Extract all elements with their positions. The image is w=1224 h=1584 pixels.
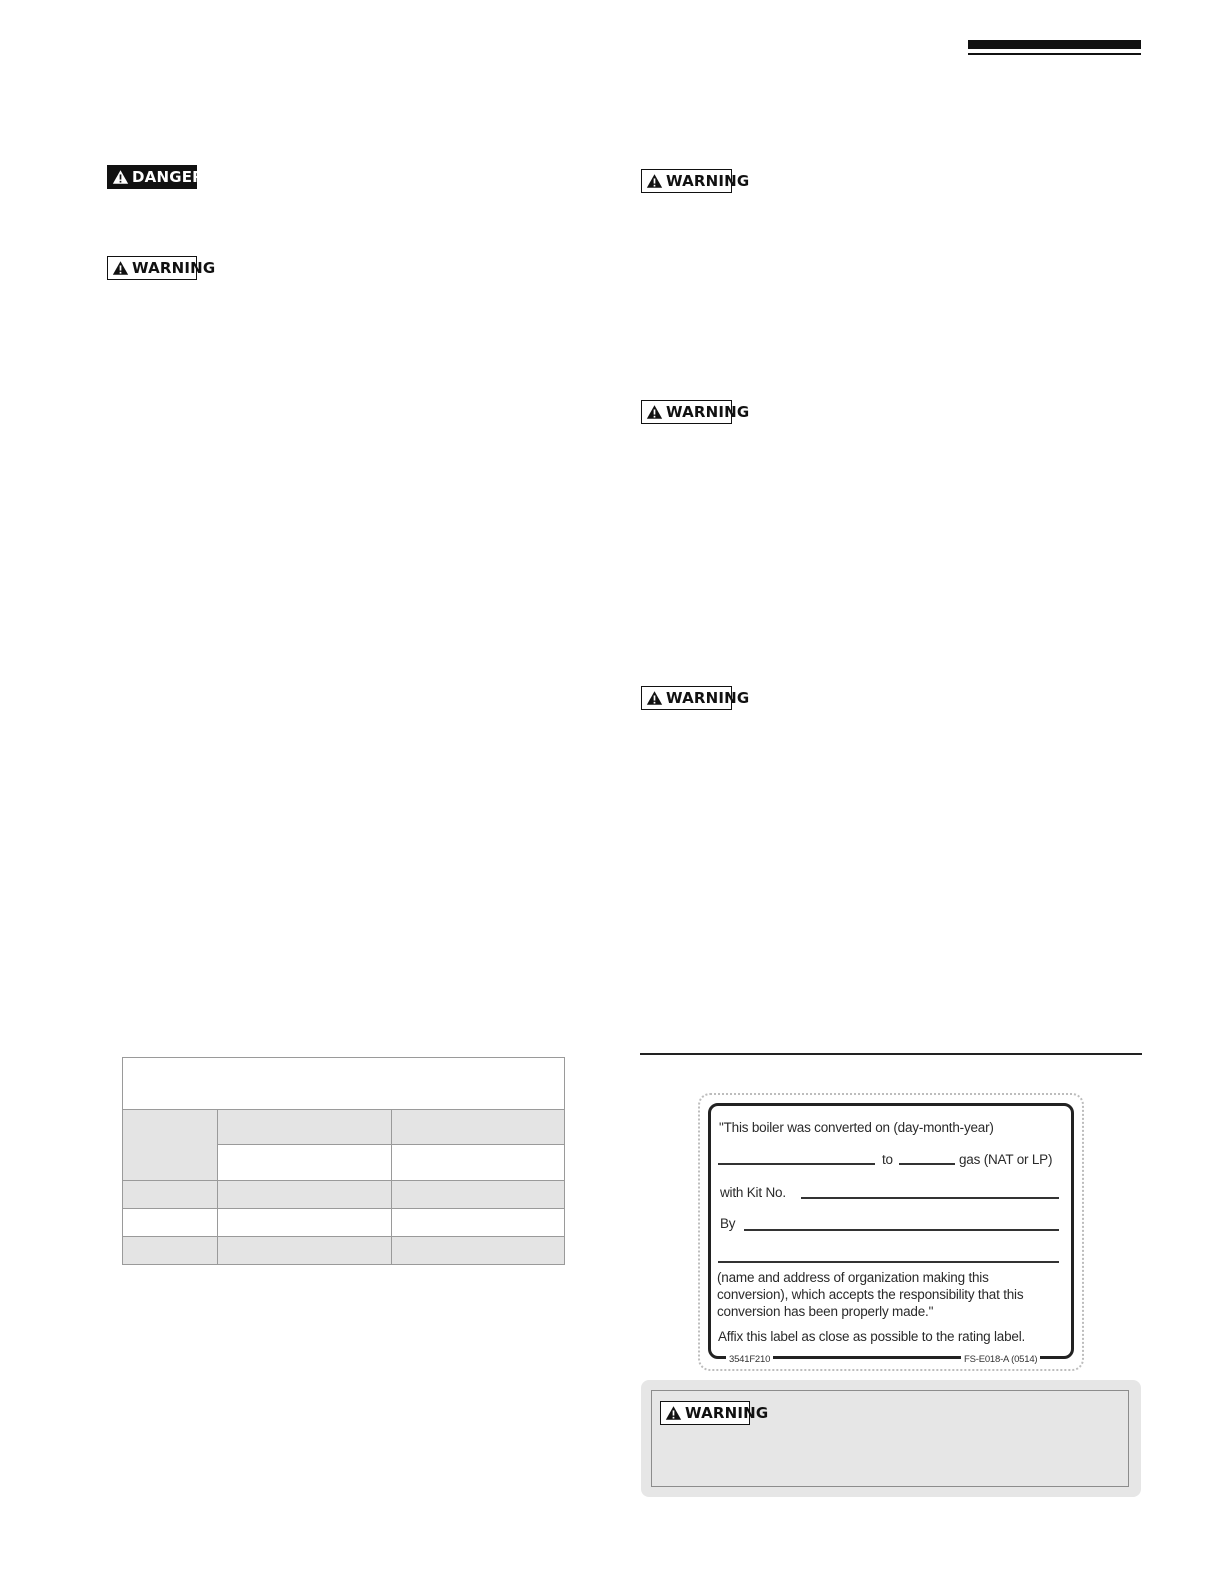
specification-table [122, 1057, 565, 1265]
warning-badge-label: WARNING [132, 259, 216, 277]
label-name-line-3: conversion has been properly made." [717, 1304, 934, 1319]
blank-by [744, 1229, 1059, 1231]
section-divider [640, 1053, 1142, 1055]
label-code-right: FS-E018-A (0514) [961, 1354, 1040, 1365]
conversion-label-figure [698, 1093, 1084, 1371]
table-header-cell [392, 1110, 564, 1144]
table-header-cell [218, 1110, 391, 1144]
blank-from-gas [718, 1163, 875, 1165]
hazard-triangle-icon [646, 173, 663, 189]
hazard-triangle-icon [112, 169, 129, 185]
hazard-triangle-icon [112, 260, 129, 276]
table-row [123, 1237, 564, 1264]
label-gas: gas (NAT or LP) [959, 1152, 1053, 1167]
warning-badge-3 [641, 400, 750, 424]
table-header-cell [123, 1110, 217, 1180]
warning-badge-2 [641, 169, 750, 193]
label-to: to [882, 1152, 893, 1167]
warning-badge-4 [641, 686, 750, 710]
table-row [123, 1209, 564, 1236]
table-subheader-cell [218, 1145, 391, 1180]
warning-badge-label: WARNING [666, 172, 750, 190]
header-rule-thin [968, 53, 1141, 55]
header-rule-thick [968, 40, 1141, 49]
label-kit: with Kit No. [720, 1185, 786, 1200]
warning-badge-1 [107, 256, 216, 280]
conversion-label-border [708, 1103, 1074, 1365]
blank-to-gas [899, 1163, 955, 1165]
table-title-cell [123, 1058, 564, 1109]
hazard-triangle-icon [646, 690, 663, 706]
hazard-triangle-icon [646, 404, 663, 420]
danger-badge [107, 165, 204, 189]
blank-kit-number [801, 1197, 1059, 1199]
table-subheader-cell [392, 1145, 564, 1180]
label-line-converted: "This boiler was converted on (day-month-year) [719, 1120, 994, 1135]
label-name-line-1: (name and address of organization making this [717, 1270, 989, 1285]
label-name-line-2: conversion), which accepts the responsibility that this [717, 1287, 1024, 1302]
blank-organization [718, 1261, 1059, 1263]
warning-badge-5 [660, 1401, 769, 1425]
warning-callout-box [641, 1380, 1141, 1497]
label-by: By [720, 1216, 736, 1231]
label-affix: Affix this label as close as possible to the rating label. [718, 1329, 1026, 1344]
table-row [123, 1181, 564, 1208]
danger-badge-label: DANGER [132, 168, 204, 186]
label-code-left: 3541F210 [726, 1354, 773, 1365]
warning-badge-label: WARNING [666, 689, 750, 707]
warning-badge-label: WARNING [685, 1404, 769, 1422]
warning-badge-label: WARNING [666, 403, 750, 421]
hazard-triangle-icon [665, 1405, 682, 1421]
